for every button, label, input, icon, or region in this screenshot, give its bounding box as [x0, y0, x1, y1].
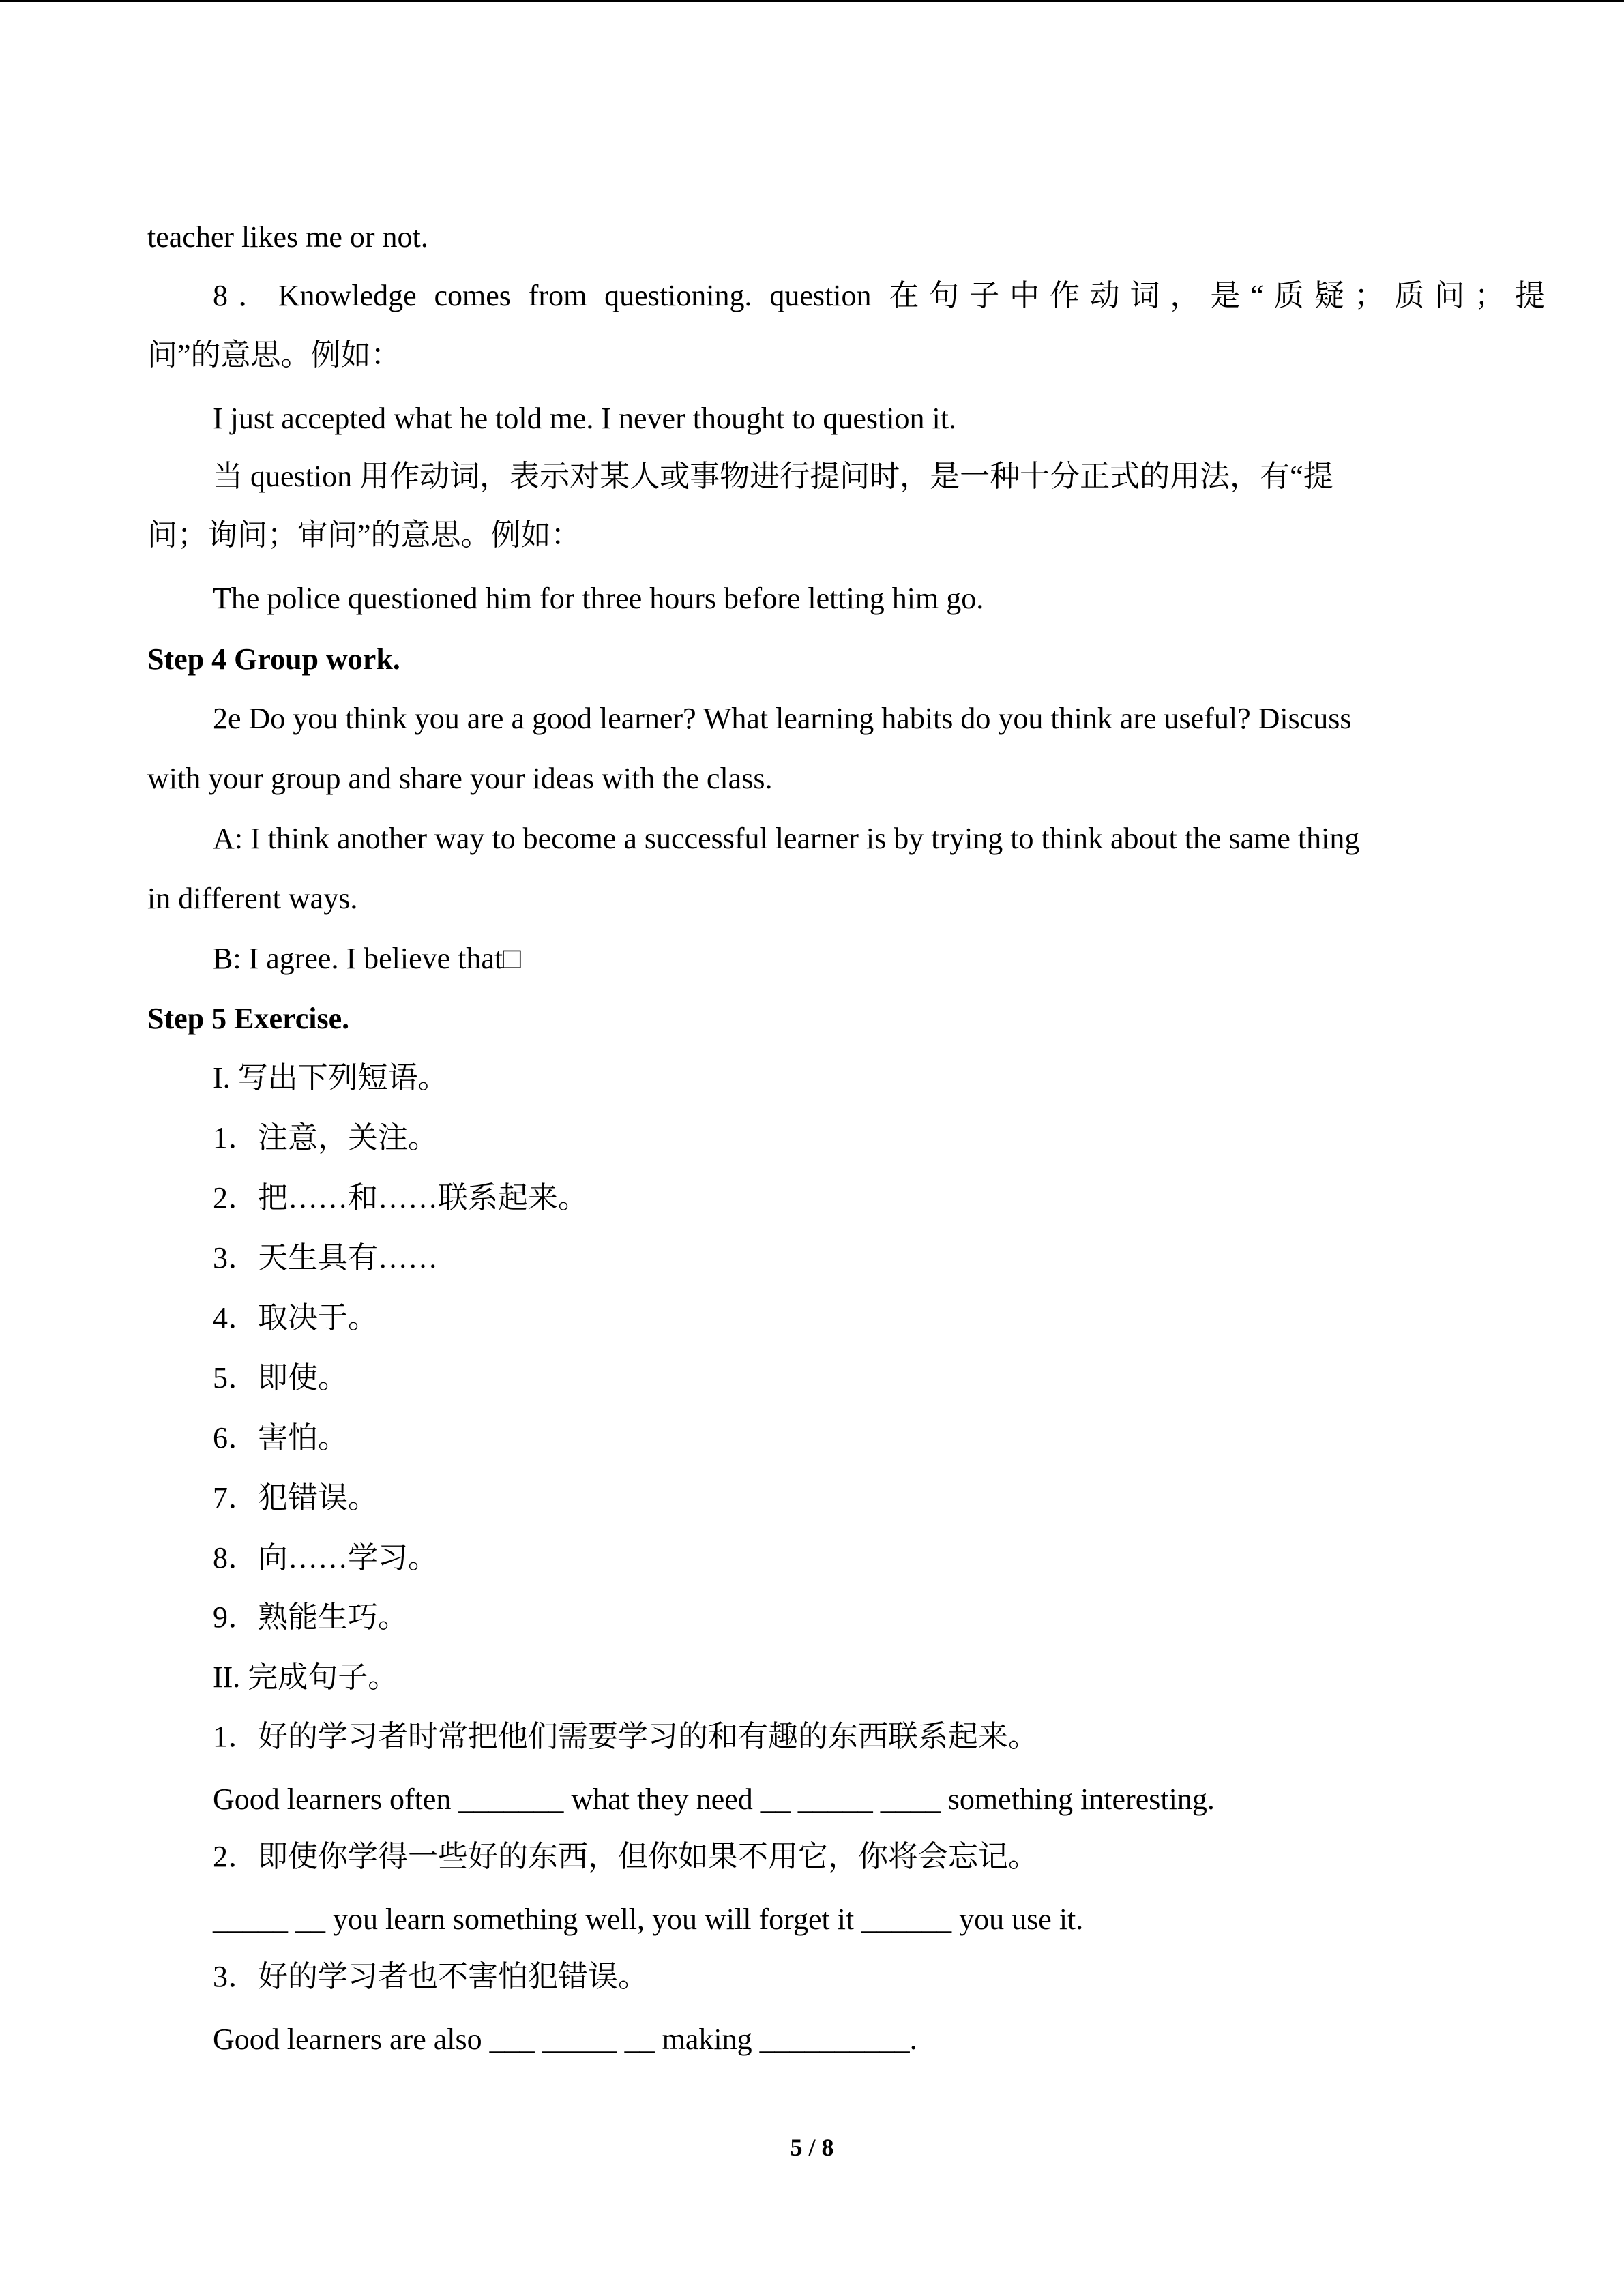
- exercise-item: 1．好的学习者时常把他们需要学习的和有趣的东西联系起来。: [213, 1720, 1038, 1753]
- exercise-item: 7．犯错误。: [213, 1481, 378, 1515]
- exercise-heading: I. 写出下列短语。: [213, 1061, 448, 1094]
- exercise-item: 3．天生具有……: [213, 1241, 438, 1274]
- fill-in-sentence: _____ __ you learn something well, you will forget it ______ you use it.: [213, 1903, 1084, 1936]
- exercise-item: 2．即使你学得一些好的东西，但你如果不用它，你将会忘记。: [213, 1840, 1038, 1873]
- exercise-item: 9．熟能生巧。: [213, 1600, 408, 1634]
- example-sentence: The police questioned him for three hours before letting him go.: [213, 582, 984, 615]
- example-sentence: I just accepted what he told me. I never thought to question it.: [213, 402, 956, 435]
- page-number: 5 / 8: [790, 2134, 834, 2161]
- exercise-item: 6．害怕。: [213, 1421, 348, 1455]
- section-heading-step4: Step 4 Group work.: [147, 642, 400, 676]
- dialogue-line: in different ways.: [147, 882, 358, 915]
- text-line: 8．Knowledge comes from questioning. question 在句子中作动词，是“质疑；质问；提: [213, 279, 1545, 312]
- exercise-item: 8．向……学习。: [213, 1541, 438, 1575]
- text-line: with your group and share your ideas with the class.: [147, 762, 773, 795]
- text-line: teacher likes me or not.: [147, 220, 428, 254]
- fill-in-sentence: Good learners are also ___ _____ __ making __________.: [213, 2023, 917, 2056]
- exercise-item: 2．把……和……联系起来。: [213, 1181, 588, 1214]
- text-line: 2e Do you think you are a good learner? What learning habits do you think are useful? Discuss: [213, 702, 1352, 735]
- section-heading-step5: Step 5 Exercise.: [147, 1002, 350, 1035]
- exercise-item: 3．好的学习者也不害怕犯错误。: [213, 1960, 648, 1993]
- dialogue-line: B: I agree. I believe that□: [213, 942, 521, 975]
- exercise-item: 4．取决于。: [213, 1301, 378, 1335]
- exercise-item: 1．注意，关注。: [213, 1121, 438, 1154]
- text-line: 问；询问；审问”的意思。例如：: [147, 518, 581, 552]
- page-top-border: [0, 0, 1624, 2]
- exercise-item: 5．即使。: [213, 1361, 348, 1395]
- text-line: 当 question 用作动词，表示对某人或事物进行提问时，是一种十分正式的用法，有“提: [213, 460, 1333, 493]
- dialogue-line: A: I think another way to become a successful learner is by trying to think about the same thing: [213, 822, 1360, 855]
- text-line: 问”的意思。例如：: [147, 338, 401, 372]
- fill-in-sentence: Good learners often _______ what they need __ _____ ____ something interesting.: [213, 1783, 1215, 1816]
- exercise-heading: II. 完成句子。: [213, 1660, 398, 1694]
